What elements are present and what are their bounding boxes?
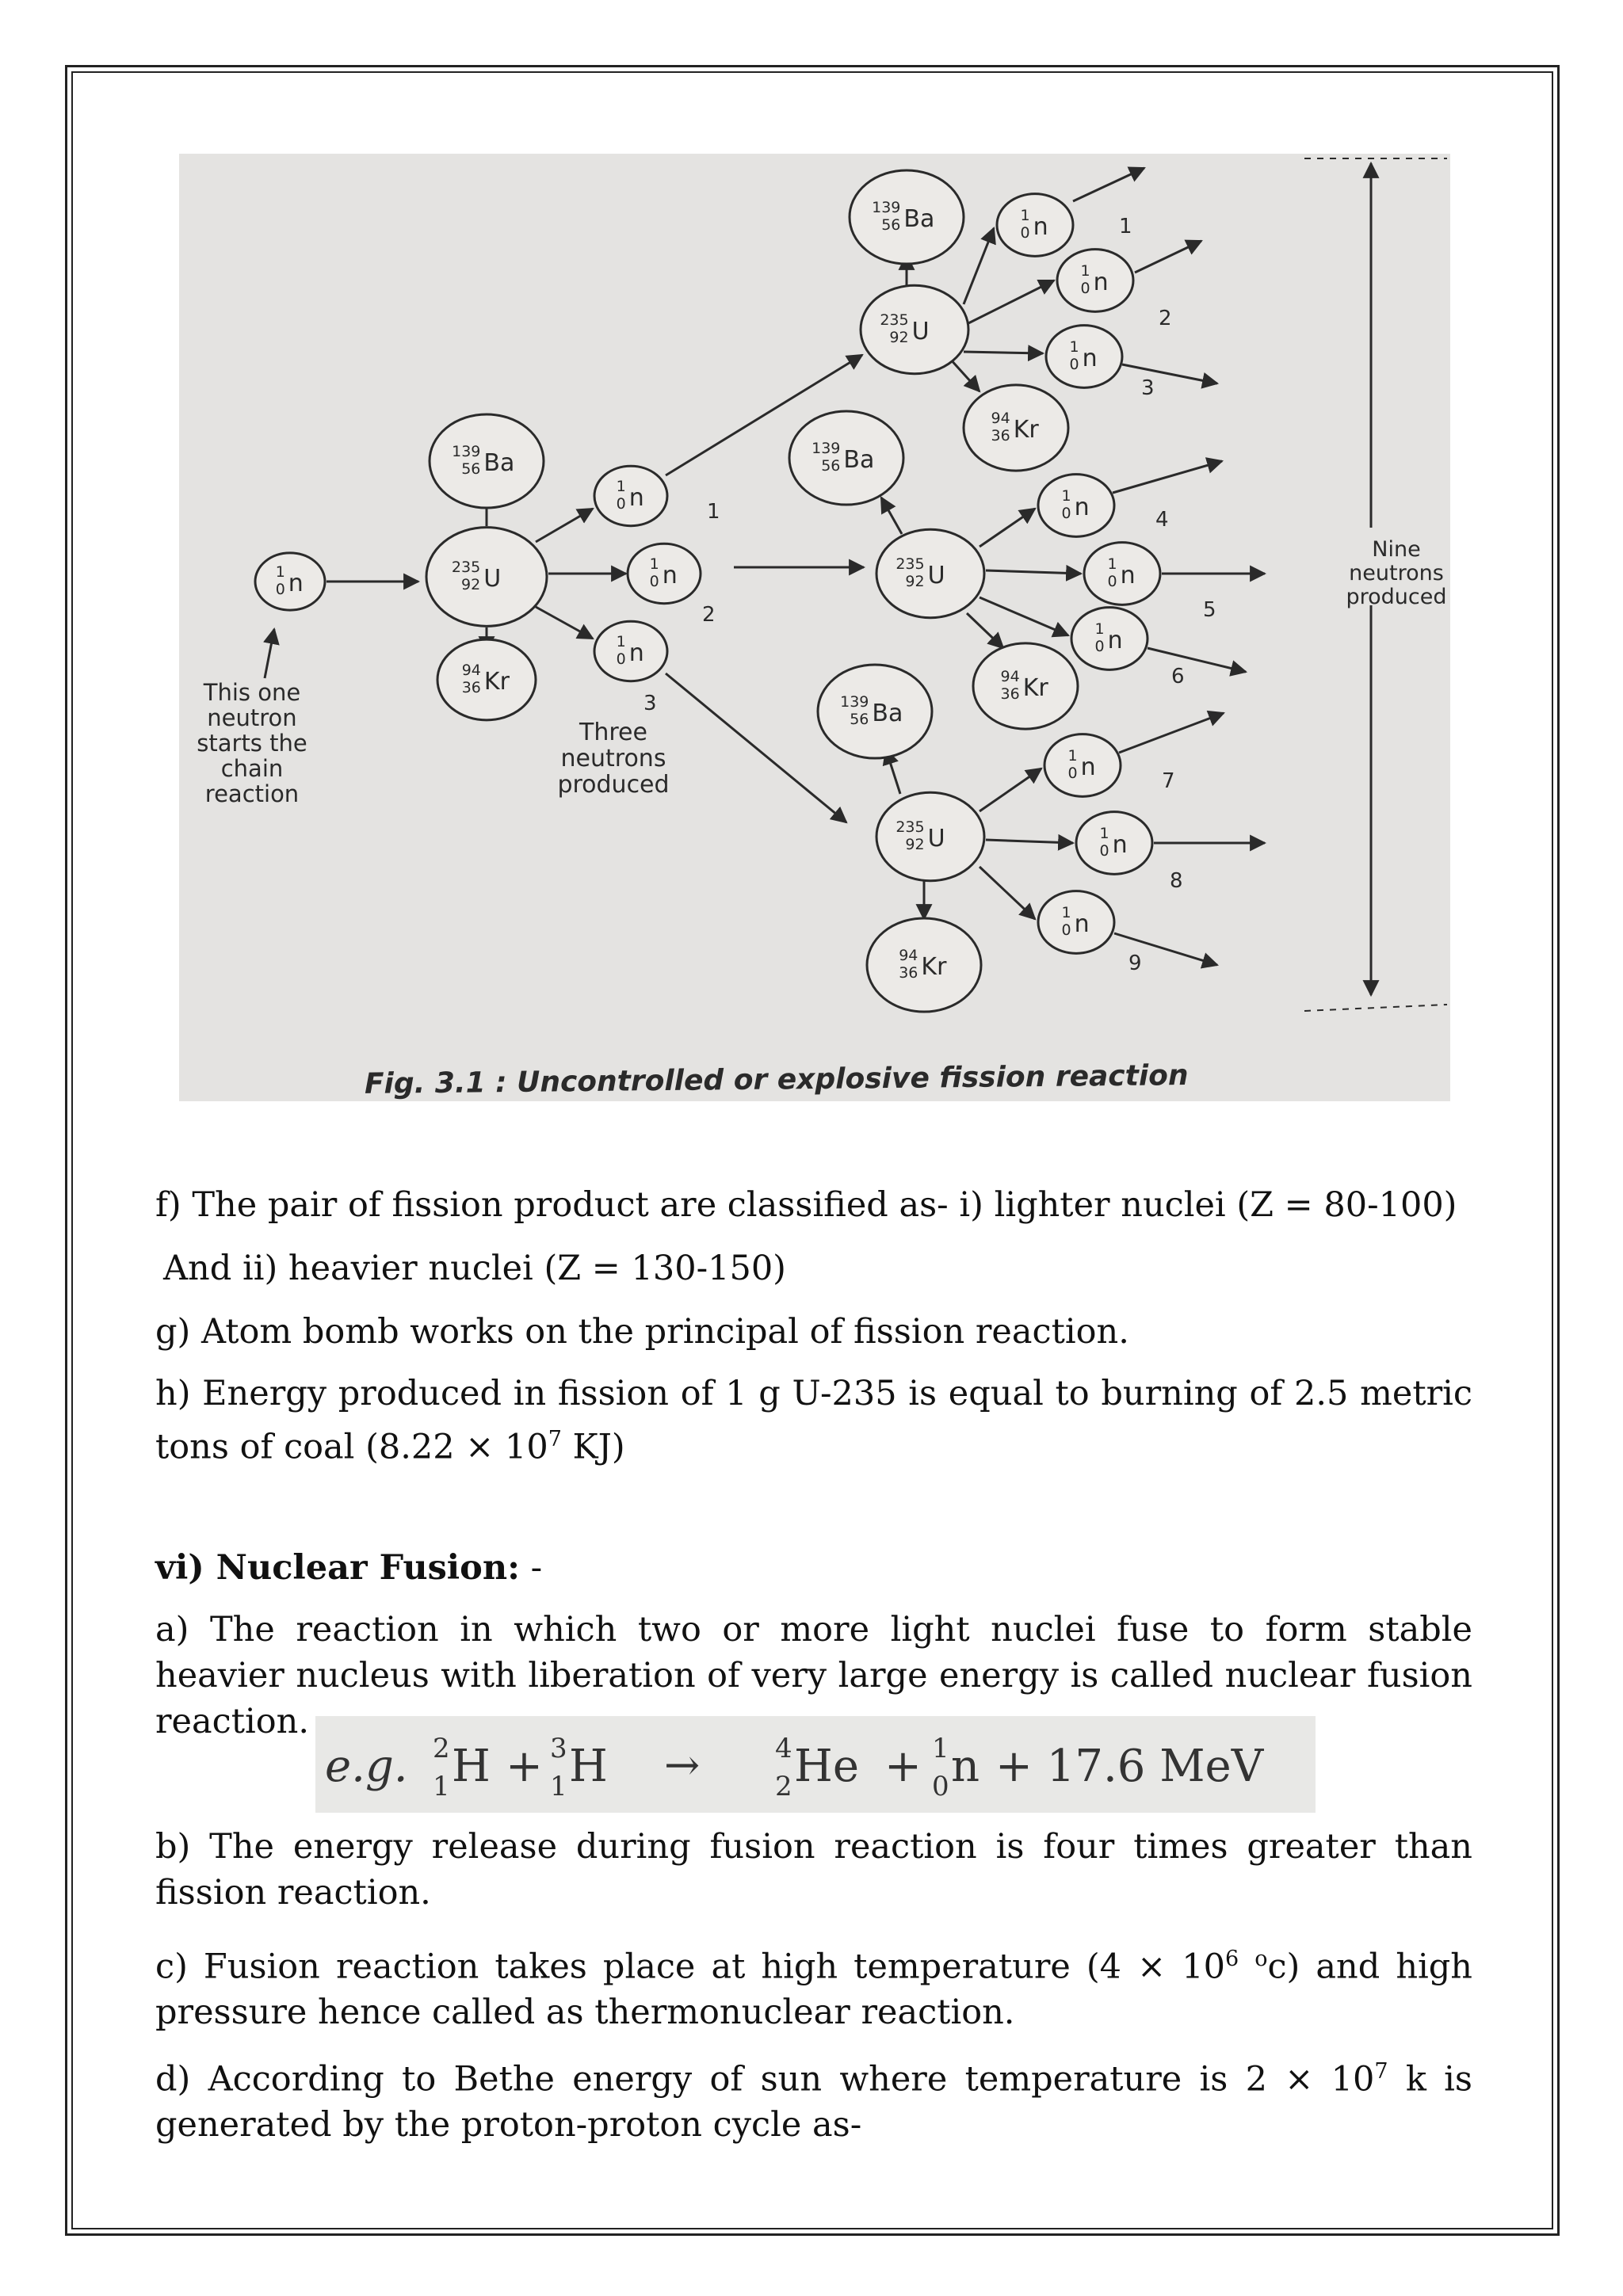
figure-caption: Fig. 3.1 : Uncontrolled or explosive fission reaction [364,1059,1189,1100]
u235-gen1-atomic: 92 [461,576,481,593]
neutron-g2-1-symbol: n [628,484,644,512]
gen2-number-1: 1 [707,500,720,524]
gen2-number-2: 2 [702,603,716,627]
arrow-to-neutron-g3-2 [968,280,1054,323]
ba139-top-symbol: Ba [903,205,935,233]
point-h-text-end: KJ) [561,1427,625,1467]
u235-gen1-symbol: U [483,565,502,593]
neutron-g3-5-atomic: 0 [1107,573,1117,590]
start-neutron-symbol: n [288,570,304,597]
eq-p2-mass: 1 [932,1733,949,1764]
eq-p1-atomic: 2 [775,1771,792,1802]
neutron-g3-6-atomic: 0 [1094,638,1105,655]
arrow-to-neutron-g3-1 [964,228,994,304]
point-c-space [1239,1947,1254,1986]
fusion-equation-svg [315,1716,1316,1813]
kr94-gen1-mass: 94 [461,662,481,679]
ba139-bot-symbol: Ba [872,700,903,727]
section-heading [155,1545,1472,1591]
arrow-out-7 [1119,713,1224,753]
start-neutron-atomic: 0 [275,581,285,598]
fusion-heading: vi) Nuclear Fusion: [155,1548,520,1588]
eq-p1-mass: 4 [775,1733,792,1764]
fusion-equation [315,1716,1316,1813]
point-d-text-end: k is generated by the proton-proton cycle as- [155,2059,1472,2145]
eq-plus-2: + [884,1741,922,1792]
neutron-number-2: 2 [1159,307,1172,330]
neutron-g3-6-mass: 1 [1094,620,1105,638]
u235-gen2-bot-atomic: 92 [905,836,925,853]
neutron-g3-9-atomic: 0 [1061,921,1071,939]
ba139-bot-mass: 139 [840,693,869,711]
eq-r1-atomic: 1 [433,1771,450,1802]
neutron-g3-3-atomic: 0 [1069,356,1079,373]
point-c-degree: o [1254,1947,1268,1971]
eq-energy: + 17.6 MeV [995,1741,1264,1792]
point-c-text-end: c) and high pressure hence called as thermonuclear reaction. [155,1947,1473,2033]
starter-label-line-5: reaction [204,780,300,807]
neutron-g3-1-mass: 1 [1020,207,1030,224]
arrow-out-6 [1148,648,1246,672]
arrow-to-neutron-g3-4 [980,509,1035,547]
neutron-g3-2-atomic: 0 [1080,280,1090,297]
neutron-g3-7-symbol: n [1080,753,1096,781]
arrow-u2top-kr [949,358,980,391]
neutron-g3-8-symbol: n [1112,831,1128,859]
three-neutrons-label-line-1: Three [579,719,647,746]
u235-gen2-mid-symbol: U [927,562,945,589]
nine-neutrons-label-line-3: produced [1346,585,1447,609]
ba139-mid-atomic: 56 [821,457,841,475]
starter-label-line-2: neutron [207,704,297,731]
eq-p2-atomic: 0 [932,1771,949,1802]
point-c-exp1: 6 [1224,1947,1239,1971]
ba139-gen1-atomic: 56 [461,460,481,478]
point-c-text: c) Fusion reaction takes place at high temperature (4 × 10 [155,1947,1225,1987]
arrow-u1-n3 [536,607,593,639]
neutron-g2-3-mass: 1 [616,633,626,650]
neutron-g2-3-symbol: n [628,639,644,667]
point-d-exponent: 7 [1374,2059,1388,2084]
arrow-pointer-start [265,629,274,678]
arrow-out-1 [1073,168,1144,201]
neutron-g3-8-mass: 1 [1099,825,1109,842]
u235-gen2-top-mass: 235 [880,311,909,329]
point-c [155,1936,1472,2035]
neutron-g2-1-mass: 1 [616,478,626,495]
arrow-out-4 [1113,461,1222,493]
ba139-mid-mass: 139 [812,440,841,457]
point-g: g) Atom bomb works on the principal of fission reaction. [155,1312,1129,1352]
eq-p1-symbol: He [794,1741,859,1792]
neutron-g3-4-atomic: 0 [1061,505,1071,522]
kr94-mid-symbol: Kr [1022,674,1048,702]
neutron-g3-1-symbol: n [1033,213,1048,241]
ba139-top-atomic: 56 [881,216,901,234]
neutron-g3-3-symbol: n [1082,345,1098,372]
eq-arrow: → [664,1740,701,1790]
ba139-top-mass: 139 [872,199,901,216]
arrow-u1-n1 [536,509,593,542]
starter-label-line-3: starts the [197,730,307,757]
neutron-g2-3-atomic: 0 [616,650,626,668]
kr94-bot-atomic: 36 [899,964,918,982]
point-a: a) The reaction in which two or more light nuclei fuse to form stable heavier nucleus with liberation of very large energy is called nuclear fusion reaction. [155,1610,1472,1741]
three-neutrons-label-line-2: neutrons [560,745,666,772]
point-h [155,1371,1472,1470]
arrow-n3-u2bot [666,673,846,822]
point-h-exponent: 7 [548,1427,562,1451]
kr94-top-symbol: Kr [1013,416,1039,444]
fusion-heading-suffix: - [519,1548,543,1588]
ba139-mid-symbol: Ba [843,446,875,474]
arrow-u2mid-kr [967,613,1003,648]
point-d [155,2049,1472,2148]
neutron-g2-1-atomic: 0 [616,495,626,513]
neutron-g3-4-symbol: n [1074,494,1090,521]
eq-plus: + [506,1741,543,1792]
arrow-to-neutron-g3-9 [980,867,1035,919]
arrow-u2mid-ba [881,498,902,534]
neutron-number-5: 5 [1203,598,1216,622]
neutron-g3-5-symbol: n [1120,562,1136,589]
arrow-to-neutron-g3-3 [964,352,1043,353]
neutron-number-1: 1 [1119,215,1132,238]
eq-r2-mass: 3 [550,1733,567,1764]
eq-p2-symbol: n [951,1741,980,1792]
neutron-number-7: 7 [1162,769,1175,793]
neutron-number-3: 3 [1141,376,1155,400]
point-h-text: h) Energy produced in fission of 1 g U-235 is equal to burning of 2.5 metric tons of coal (8.22 × 10 [155,1374,1472,1467]
neutron-number-6: 6 [1171,665,1185,688]
point-f-line2: And ii) heavier nuclei (Z = 130-150) [163,1249,786,1288]
start-neutron-mass: 1 [275,563,285,581]
nine-neutrons-label-line-1: Nine [1372,537,1421,562]
point-b: b) The energy release during fusion reaction is four times greater than fission reaction. [155,1827,1472,1913]
point-f-line1: f) The pair of fission product are classified as- i) lighter nuclei (Z = 80-100) [155,1185,1457,1225]
arrow-to-neutron-g3-6 [980,597,1068,635]
kr94-gen1-atomic: 36 [461,679,481,696]
kr94-top-atomic: 36 [991,427,1010,444]
neutron-g3-1-atomic: 0 [1020,224,1030,242]
point-d-text: d) According to Bethe energy of sun where temperature is 2 × 10 [155,2059,1375,2100]
arrow-to-neutron-g3-5 [986,570,1081,574]
neutron-number-9: 9 [1128,952,1142,975]
eq-r2-atomic: 1 [550,1771,567,1802]
neutron-g3-6-symbol: n [1107,627,1123,654]
u235-gen2-bot-mass: 235 [896,818,925,836]
kr94-bot-symbol: Kr [921,953,947,981]
arrow-to-neutron-g3-7 [980,769,1041,811]
arrow-out-2 [1135,241,1201,273]
measure-dash-bottom [1304,1005,1447,1011]
u235-gen2-bot-symbol: U [927,825,945,852]
arrow-to-neutron-g3-8 [986,840,1073,843]
eq-prefix: e.g. [325,1741,408,1792]
u235-gen2-top-symbol: U [911,318,930,345]
ba139-gen1-mass: 139 [452,443,481,460]
three-neutrons-label-line-3: produced [557,771,670,799]
eq-r2-symbol: H [569,1741,608,1792]
ba139-gen1-symbol: Ba [483,449,515,477]
kr94-top-mass: 94 [991,410,1010,427]
u235-gen2-mid-atomic: 92 [905,573,925,590]
neutron-g3-7-atomic: 0 [1067,765,1078,782]
neutron-number-8: 8 [1170,869,1183,893]
neutron-g2-2-atomic: 0 [649,573,659,590]
neutron-g3-9-symbol: n [1074,910,1090,938]
neutron-g3-3-mass: 1 [1069,338,1079,356]
eq-r1-symbol: H [452,1741,491,1792]
u235-gen2-mid-mass: 235 [896,555,925,573]
neutron-g3-9-mass: 1 [1061,904,1071,921]
kr94-mid-atomic: 36 [1000,685,1020,703]
u235-gen2-top-atomic: 92 [889,329,909,346]
neutron-g3-2-symbol: n [1093,269,1109,296]
kr94-bot-mass: 94 [899,947,918,964]
fission-diagram [179,154,1450,1101]
kr94-gen1-symbol: Kr [483,668,510,696]
u235-gen1-mass: 235 [451,559,481,576]
neutron-g2-2-symbol: n [662,562,678,589]
neutron-g3-8-atomic: 0 [1099,842,1109,860]
neutron-g3-4-mass: 1 [1061,487,1071,505]
neutron-number-4: 4 [1155,508,1169,532]
eq-r1-mass: 2 [433,1733,450,1764]
starter-label-line-1: This one [203,679,301,706]
arrow-out-3 [1122,364,1217,383]
neutron-g3-2-mass: 1 [1080,262,1090,280]
neutron-g2-2-mass: 1 [649,555,659,573]
starter-label-line-4: chain [220,755,284,782]
neutron-g3-7-mass: 1 [1067,747,1078,765]
ba139-bot-atomic: 56 [850,711,869,728]
fission-figure [179,154,1450,1101]
neutron-g3-5-mass: 1 [1107,555,1117,573]
kr94-mid-mass: 94 [1000,668,1020,685]
gen2-number-3: 3 [643,692,657,715]
nine-neutrons-label-line-2: neutrons [1349,561,1444,585]
